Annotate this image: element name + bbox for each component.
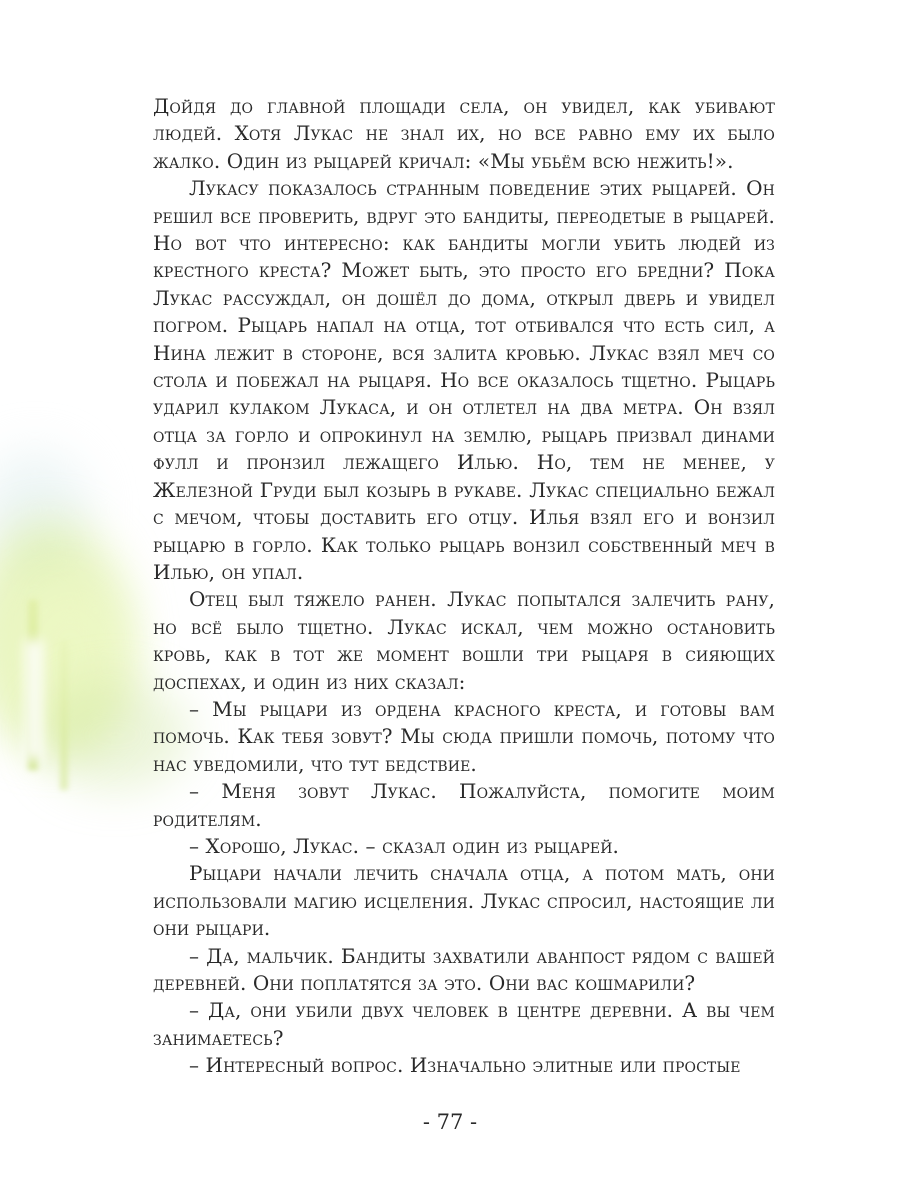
body-text (153, 93, 775, 1080)
paragraph-5: – Меня зовут Лукас. Пожалуйста, помогите моим родителям. (153, 779, 775, 831)
paragraph-9: – Да, они убили двух человек в центре деревни. А вы чем занимаетесь? (153, 998, 775, 1050)
paragraph-3: Отец был тяжело ранен. Лукас попытался залечить рану, но всё было тщетно. Лукас искал, чем можно остановить кровь, как в тот же момент вошли три рыцаря в сияющих доспехах, и один из них сказал: (153, 587, 775, 694)
paragraph-10: – Интересный вопрос. Изначально элитные или простые (189, 1053, 741, 1078)
paragraph-7: Рыцари начали лечить сначала отца, а потом мать, они использовали магию исцеления. Лукас спросил, настоящие ли они рыцари. (153, 861, 775, 941)
paragraph-2: Лукасу показалось странным поведение этих рыцарей. Он решил все проверить, вдруг это бандиты, переодетые в рыцарей. Но вот что интересно: как бандиты могли убить людей из крестного креста? Может быть, это просто его бредни? Пока Лукас рассуждал, он дошёл до дома, открыл дверь и увидел погром. Рыцарь напал на отца, тот отбивался что есть сил, а Нина лежит в стороне, вся залита кровью. Лукас взял меч со стола и побежал на рыцаря. Но все оказалось тщетно. Рыцарь ударил кулаком Лукаса, и он отлетел на два метра. Он взял отца за горло и опрокинул на землю, рыцарь призвал динами фулл и пронзил лежащего Илью. Но, тем не менее, у Железной Груди был козырь в рукаве. Лукас специально бежал с мечом, чтобы доставить его отцу. Илья взял его и вонзил рыцарю в горло. Как только рыцарь вонзил собственный меч в Илью, он упал. (153, 176, 775, 584)
page-number: - 77 - (422, 1110, 478, 1134)
paragraph-8: – Да, мальчик. Бандиты захватили аванпост рядом с вашей деревней. Они поплатятся за это. Они вас кошмарили? (153, 943, 775, 995)
paragraph-1: Дойдя до главной площади села, он увидел, как убивают людей. Хотя Лукас не знал их, но все равно ему их было жалко. Один из рыцарей кричал: «Мы убьём всю нежить!». (153, 94, 775, 173)
paragraph-6: – Хорошо, Лукас. – сказал один из рыцарей. (189, 833, 620, 858)
paragraph-4: – Мы рыцари из ордена красного креста, и готовы вам помочь. Как тебя зовут? Мы сюда пришли помочь, потому что нас уведомили, что тут бедствие. (153, 696, 775, 776)
